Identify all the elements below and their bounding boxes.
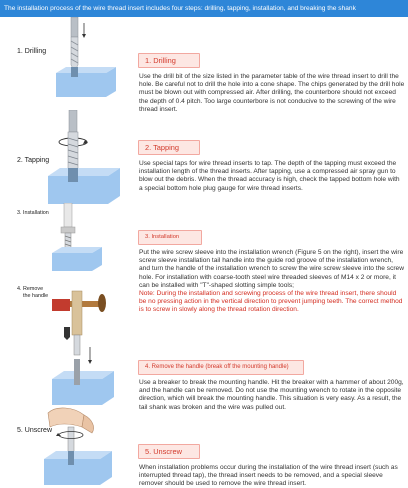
- text-drilling: Use the drill bit of the size listed in the parameter table of the wire thread insert to drill the hole. Be careful not to drill the hole into a cone shape. The chips generated by the drill hole must be blown out with compressed air. After drilling, the counterbore should not exceed the depth of 0.4 pitch. Too large counterbore is not conducive to the screwing of the wire thread insert.: [139, 73, 405, 113]
- illustration-column: [0, 17, 132, 488]
- remove-handle-illustration: [44, 287, 130, 407]
- tapping-illustration: [48, 110, 130, 210]
- text-tapping: Use special taps for wire thread inserts to tap. The depth of the tapping must exceed the installation length of the thread inserts. After tapping, use a compressed air spray gun to blow out the debris. When the thread accuracy is high, check the tapped bottom hole with a special bottom hole plug gauge for wire thread inserts.: [139, 160, 400, 192]
- page-header: [0, 0, 408, 17]
- tag-unscrew: 5. Unscrew: [138, 444, 200, 459]
- tag-remove-handle: 4. Remove the handle (break off the mounting handle): [138, 360, 304, 375]
- text-unscrew: When installation problems occur during the installation of the wire thread insert (such as interrupted thread tap), the thread insert needs to be removed, and a special sleeve remover should be used to remove the wire thread insert.: [139, 464, 398, 488]
- instructions-column: [133, 17, 408, 488]
- installation-note: Note: During the installation and screwing process of the wire thread insert, there should be no pressing action in the vertical direction to prevent jumping teeth. The correct method is to screw in slowly along the thread rotation direction.: [139, 290, 403, 314]
- tag-drilling: 1. Drilling: [138, 53, 200, 68]
- text-installation: [139, 249, 405, 315]
- step-label-tapping: 2. Tapping: [17, 157, 50, 164]
- tag-installation: 3. Installation: [138, 230, 202, 245]
- drilling-illustration: [56, 17, 126, 99]
- step-label-unscrew: 5. Unscrew: [17, 427, 53, 434]
- text-remove-handle: Use a breaker to break the mounting handle. Hit the breaker with a hammer of about 200g, and the handle can be removed. Do not use the mounting wrench to rotate in the opposite direction, which will break the mounting handle. This situation is very easy. As a result, the tail shank was broken and the wire was pulled out.: [139, 379, 404, 411]
- installation-body: Put the wire screw sleeve into the installation wrench (Figure 5 on the right), insert the wire screw sleeve installation tail handle into the guide rod groove of the installation wrench, and turn the handle of the installation wrench to screw the wire screw sleeve into the screw hole. For installation with coarse-tooth steel wire threaded sleeves of M14 x 2 or more, it can be installed with "T"-shaped slotting simple tools;: [139, 249, 404, 289]
- step-label-remove-handle: 4. Remove the handle: [17, 286, 49, 299]
- step-label-drilling: 1. Drilling: [17, 48, 47, 55]
- unscrew-illustration: [44, 405, 130, 487]
- header-title: The installation process of the wire thread insert includes four steps: drilling, tapping, installation, and breaking the shank: [4, 5, 356, 12]
- installation-illustration: [52, 203, 110, 273]
- tag-tapping: 2. Tapping: [138, 140, 200, 155]
- step-label-installation: 3. Installation: [17, 210, 49, 216]
